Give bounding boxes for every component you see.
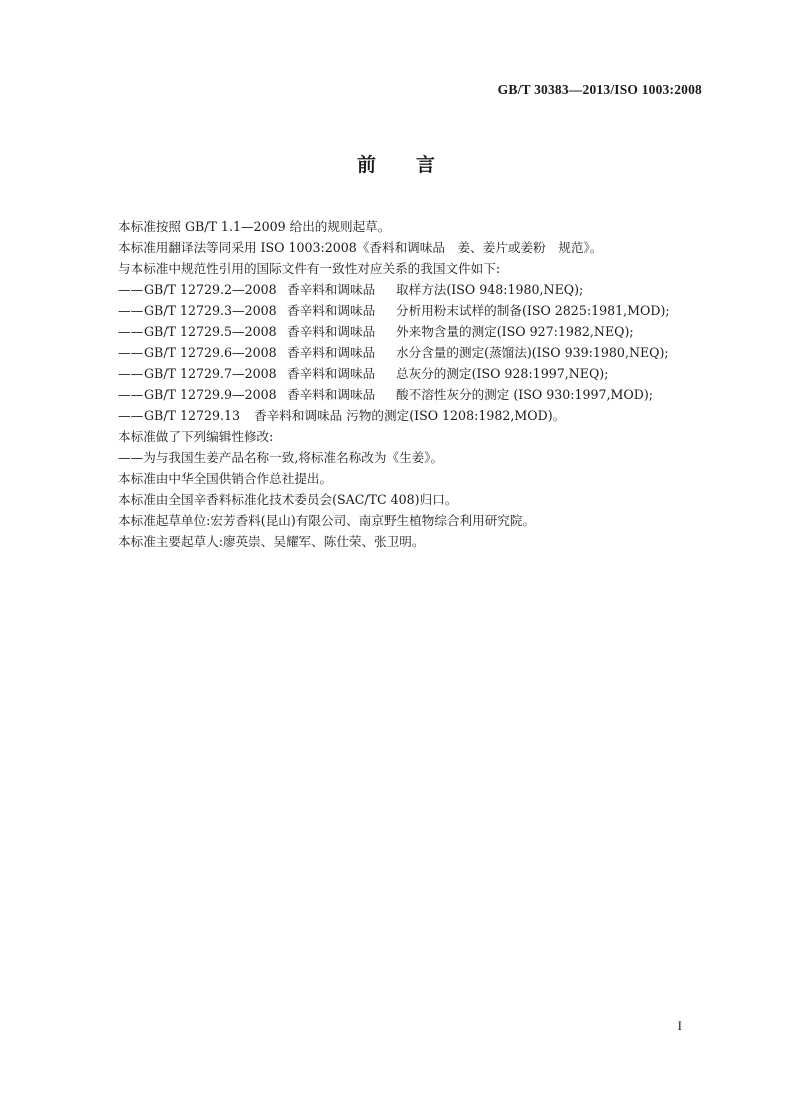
reference-dash: ——	[118, 324, 144, 339]
reference-category: 香辛料和调味品	[287, 282, 376, 297]
paragraph-drafting-rules: 本标准按照 GB/T 1.1—2009 给出的规则起草。	[118, 219, 391, 234]
reference-title: 污物的测定(ISO 1208:1982,MOD)。	[346, 408, 566, 423]
reference-title: 总灰分的测定(ISO 928:1997,NEQ);	[396, 366, 609, 381]
reference-dash: ——	[118, 387, 144, 402]
reference-code: GB/T 12729.3—2008	[144, 303, 277, 318]
reference-category: 香辛料和调味品	[287, 345, 376, 360]
reference-dash: ——	[118, 345, 144, 360]
reference-title: 外来物含量的测定(ISO 927:1982,NEQ);	[396, 324, 634, 339]
reference-code: GB/T 12729.9—2008	[144, 387, 277, 402]
reference-title: 酸不溶性灰分的测定 (ISO 930:1997,MOD);	[396, 387, 653, 402]
reference-title: 取样方法(ISO 948:1980,NEQ);	[396, 282, 584, 297]
paragraph-drafters: 本标准主要起草人:廖英崇、吴耀军、陈仕荣、张卫明。	[118, 534, 425, 549]
reference-item	[118, 363, 718, 384]
reference-code: GB/T 12729.5—2008	[144, 324, 277, 339]
reference-category: 香辛料和调味品	[287, 366, 376, 381]
reference-item	[118, 300, 718, 321]
paragraph-drafting-units: 本标准起草单位:宏芳香料(昆山)有限公司、南京野生植物综合利用研究院。	[118, 513, 536, 528]
reference-category: 香辛料和调味品	[287, 303, 376, 318]
reference-title: 水分含量的测定(蒸馏法)(ISO 939:1980,NEQ);	[396, 345, 669, 360]
reference-item	[118, 384, 718, 405]
reference-dash: ——	[118, 282, 144, 297]
reference-code: GB/T 12729.7—2008	[144, 366, 277, 381]
reference-item	[118, 279, 718, 300]
reference-title: 分析用粉末试样的制备(ISO 2825:1981,MOD);	[396, 303, 670, 318]
paragraph-proposed-by: 本标准由中华全国供销合作总社提出。	[118, 471, 333, 486]
reference-code: GB/T 12729.13	[144, 408, 241, 423]
reference-item	[118, 405, 718, 426]
reference-category: 香辛料和调味品	[287, 324, 376, 339]
paragraph-edits-intro: 本标准做了下列编辑性修改:	[118, 429, 274, 444]
standard-code: GB/T 30383—2013/ISO 1003:2008	[497, 82, 702, 97]
reference-category: 香辛料和调味品	[287, 387, 376, 402]
reference-item	[118, 321, 718, 342]
reference-code: GB/T 12729.2—2008	[144, 282, 277, 297]
title-char-1: 前	[356, 154, 376, 176]
reference-dash: ——	[118, 303, 144, 318]
reference-category: 香辛料和调味品	[254, 408, 343, 423]
title-char-2: 言	[416, 154, 436, 176]
reference-code: GB/T 12729.6—2008	[144, 345, 277, 360]
page-title	[0, 150, 792, 177]
paragraph-references-intro: 与本标准中规范性引用的国际文件有一致性对应关系的我国文件如下:	[118, 261, 501, 276]
paragraph-adoption: 本标准用翻译法等同采用 ISO 1003:2008《香料和调味品 姜、姜片或姜粉 规范》。	[118, 240, 603, 255]
edit-item: ——为与我国生姜产品名称一致,将标准名称改为《生姜》。	[118, 450, 444, 465]
reference-item	[118, 342, 718, 363]
paragraph-managed-by: 本标准由全国辛香料标准化技术委员会(SAC/TC 408)归口。	[118, 492, 458, 507]
reference-dash: ——	[118, 408, 144, 423]
reference-dash: ——	[118, 366, 144, 381]
foreword-body	[118, 216, 718, 552]
page-number: I	[677, 1018, 682, 1033]
